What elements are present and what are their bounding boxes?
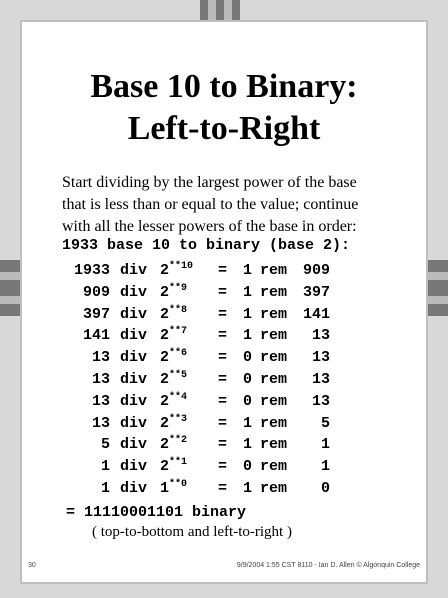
power-term [160,480,187,497]
reading-order-caption: ( top-to-bottom and left-to-right ) [92,524,292,540]
rem-keyword: rem [260,305,288,323]
equals-sign: = [218,371,228,388]
power-exponent: **3 [169,413,188,425]
remainder: 1 [320,458,330,476]
div-keyword: div [120,262,148,279]
power-exponent: **6 [169,348,188,360]
power-term [160,349,187,366]
rem-keyword: rem [260,371,288,388]
remainder: 13 [311,392,330,410]
power-base: 2 [160,414,170,432]
power-term [160,327,187,344]
equals-sign: = [218,349,228,367]
remainder: 13 [311,349,330,367]
quotient-digit: 0 [242,392,252,410]
power-exponent: **9 [169,282,188,294]
rem-keyword: rem [260,392,288,410]
dividend: 13 [91,371,110,388]
intro-line: that is less than or equal to the value; continue [62,196,359,213]
quotient-digit: 1 [242,414,252,432]
power-exponent: **2 [169,435,188,447]
div-keyword: div [120,349,148,367]
div-keyword: div [120,283,148,301]
quotient-digit: 1 [242,262,252,279]
conversion-heading: 1933 base 10 to binary (base 2): [62,237,351,254]
power-base: 2 [160,458,170,476]
rem-keyword: rem [260,327,288,345]
div-keyword: div [120,305,148,323]
power-term [160,415,187,432]
equals-sign: = [218,262,228,279]
quotient-digit: 0 [242,349,252,367]
quotient-digit: 1 [242,327,252,345]
power-exponent: **0 [169,479,188,490]
power-base: 2 [160,262,170,279]
rem-keyword: rem [260,458,288,476]
rem-keyword: rem [260,414,288,432]
decorative-tab [426,260,448,316]
remainder: 0 [320,480,330,497]
binary-result: = 11110001101 binary [66,504,247,521]
rem-keyword: rem [260,436,288,454]
equals-sign: = [218,283,228,301]
quotient-digit: 1 [242,305,252,323]
div-keyword: div [120,480,148,497]
decorative-tab [200,0,240,22]
remainder: 5 [320,414,330,432]
quotient-digit: 1 [242,480,252,497]
power-base: 2 [160,392,170,410]
power-base: 2 [160,327,170,345]
quotient-digit: 0 [242,371,252,388]
dividend: 1933 [73,262,110,279]
equals-sign: = [218,305,228,323]
power-term [160,371,187,388]
dividend: 13 [91,392,110,410]
slide-title-line-1: Base 10 to Binary: [90,68,358,105]
power-term [160,436,187,453]
dividend: 1 [100,458,110,476]
dividend: 13 [91,349,110,367]
equals-sign: = [218,327,228,345]
dividend: 13 [91,414,110,432]
dividend: 1 [100,480,110,497]
remainder: 397 [302,283,330,301]
decorative-tab [0,260,22,316]
remainder: 13 [311,327,330,345]
equals-sign: = [218,480,228,497]
dividend: 397 [82,305,110,323]
remainder: 1 [320,436,330,454]
equals-sign: = [218,414,228,432]
intro-line: Start dividing by the largest power of the base [62,174,357,191]
power-base: 2 [160,349,170,367]
page-number: 30 [28,562,36,569]
power-exponent: **1 [169,457,188,469]
power-base: 2 [160,436,170,454]
quotient-digit: 1 [242,283,252,301]
rem-keyword: rem [260,349,288,367]
remainder: 909 [302,262,330,279]
div-keyword: div [120,392,148,410]
intro-text [62,172,412,238]
power-base: 2 [160,283,170,301]
power-exponent: **5 [169,370,188,381]
div-keyword: div [120,458,148,476]
dividend: 141 [82,327,110,345]
remainder: 13 [311,371,330,388]
power-term [160,284,187,301]
div-keyword: div [120,436,148,454]
intro-line: with all the lesser powers of the base in order: [62,218,357,235]
quotient-digit: 0 [242,458,252,476]
equals-sign: = [218,392,228,410]
power-exponent: **4 [169,391,188,403]
remainder: 141 [302,305,330,323]
div-keyword: div [120,414,148,432]
dividend: 5 [100,436,110,454]
quotient-digit: 1 [242,436,252,454]
div-keyword: div [120,371,148,388]
rem-keyword: rem [260,480,288,497]
power-exponent: **7 [169,326,188,338]
equals-sign: = [218,436,228,454]
power-base: 1 [160,480,170,497]
rem-keyword: rem [260,283,288,301]
power-exponent: **8 [169,304,188,316]
div-keyword: div [120,327,148,345]
power-base: 2 [160,305,170,323]
power-term [160,393,187,410]
power-term [160,458,187,475]
power-exponent: **10 [169,261,194,272]
rem-keyword: rem [260,262,288,279]
slide-title-line-2: Left-to-Right [127,110,321,147]
power-term [160,262,193,279]
slide-footer: 9/9/2004 1:55 CST 8110 - Ian D. Allen © Algonquin College [236,562,420,569]
power-term [160,306,187,323]
power-base: 2 [160,371,170,388]
equals-sign: = [218,458,228,476]
dividend: 909 [82,283,110,301]
